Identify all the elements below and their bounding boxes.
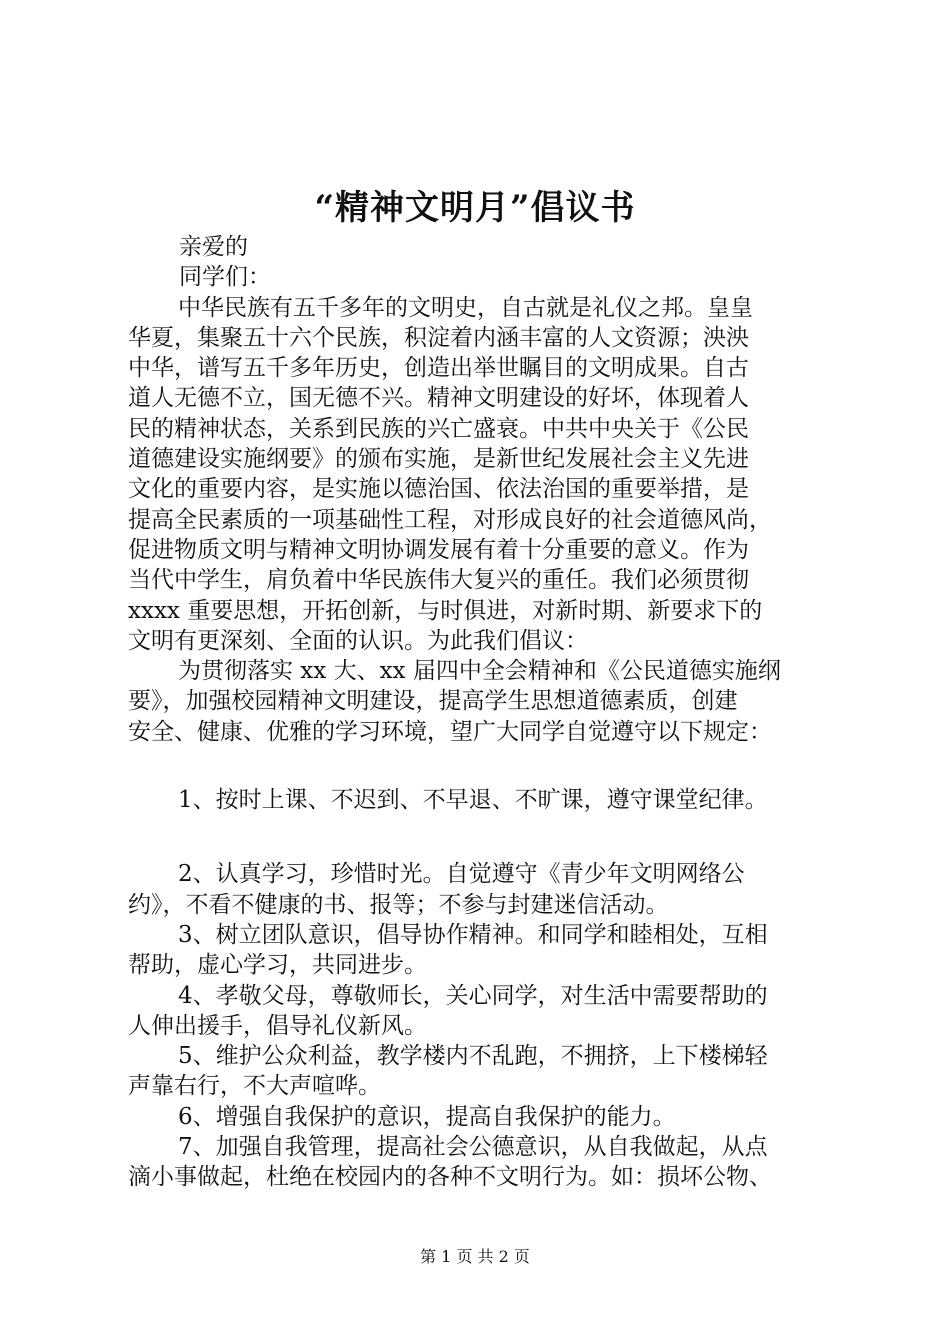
rule-item-7: [128, 1132, 833, 1193]
page-footer: 第 1 页 共 2 页: [420, 1247, 530, 1266]
document-body: [128, 232, 833, 1193]
text-line: 滴小事做起，杜绝在校园内的各种不文明行为。如：损坏公物、: [128, 1164, 772, 1191]
text-line: 约》，不看不健康的书、报等；不参与封建迷信活动。: [128, 891, 669, 918]
text-line: 提高全民素质的一项基础性工程，对形成良好的社会道德风尚，: [128, 506, 772, 533]
text-line: 华夏，集聚五十六个民族，积淀着内涵丰富的人文资源；泱泱: [128, 324, 749, 351]
text-line: 4、孝敬父母，尊敬师长，关心同学，对生活中需要帮助的: [178, 982, 768, 1009]
text-line: xxxx 重要思想，开拓创新，与时俱进，对新时期、新要求下的: [128, 597, 763, 624]
text-line: 道德建设实施纲要》的颁布实施，是新世纪发展社会主义先进: [128, 446, 749, 473]
text-line: 中华，谱写五千多年历史，创造出举世瞩目的文明成果。自古: [128, 355, 749, 382]
text-line: 民的精神状态，关系到民族的兴亡盛衰。中共中央关于《公民: [128, 415, 749, 442]
rule-item-2: [128, 859, 833, 920]
text-line: 帮助，虚心学习，共同进步。: [128, 952, 427, 979]
text-line: 1、按时上课、不迟到、不早退、不旷课，遵守课堂纪律。: [178, 787, 768, 814]
text-line: 当代中学生，肩负着中华民族伟大复兴的重任。我们必须贯彻: [128, 567, 749, 594]
text-line: 3、树立团队意识，倡导协作精神。和同学和睦相处，互相: [178, 921, 768, 948]
greeting-line: 亲爱的: [179, 234, 248, 260]
text-line: 7、加强自我管理，提高社会公德意识，从自我做起，从点: [178, 1134, 768, 1161]
rule-item-4: [128, 981, 833, 1042]
text-line: 声靠右行，不大声喧哗。: [128, 1073, 381, 1100]
text-line: 促进物质文明与精神文明协调发展有着十分重要的意义。作为: [128, 536, 749, 563]
text-line: 道人无德不立，国无德不兴。精神文明建设的好坏，体现着人: [128, 385, 749, 412]
document-title: “精神文明月”倡议书: [314, 188, 636, 228]
text-line: 要》，加强校园精神文明建设，提高学生思想道德素质，创建: [128, 688, 738, 715]
greeting-line: 同学们：: [179, 264, 271, 291]
rule-item-6: [128, 1102, 833, 1132]
rule-item-3: [128, 920, 833, 981]
text-line: 人伸出援手，倡导礼仪新风。: [128, 1012, 427, 1039]
text-line: 6、增强自我保护的意识，提高自我保护的能力。: [178, 1103, 676, 1130]
text-line: 文化的重要内容，是实施以德治国、依法治国的重要举措，是: [128, 476, 749, 503]
text-line: 中华民族有五千多年的文明史，自古就是礼仪之邦。皇皇: [178, 294, 753, 321]
text-line: 文明有更深刻、全面的认识。为此我们倡议：: [128, 627, 588, 654]
text-line: 安全、健康、优雅的学习环境，望广大同学自觉遵守以下规定：: [128, 718, 772, 745]
rule-item-1: [128, 785, 833, 815]
paragraph-proposal: [128, 656, 833, 747]
text-line: 5、维护公众利益，教学楼内不乱跑，不拥挤，上下楼梯轻: [178, 1043, 768, 1070]
paragraph-intro: [128, 293, 833, 657]
rule-item-5: [128, 1041, 833, 1102]
text-line: 为贯彻落实 xx 大、xx 届四中全会精神和《公民道德实施纲: [178, 658, 781, 685]
text-line: 2、认真学习，珍惜时光。自觉遵守《青少年文明网络公: [178, 861, 745, 888]
